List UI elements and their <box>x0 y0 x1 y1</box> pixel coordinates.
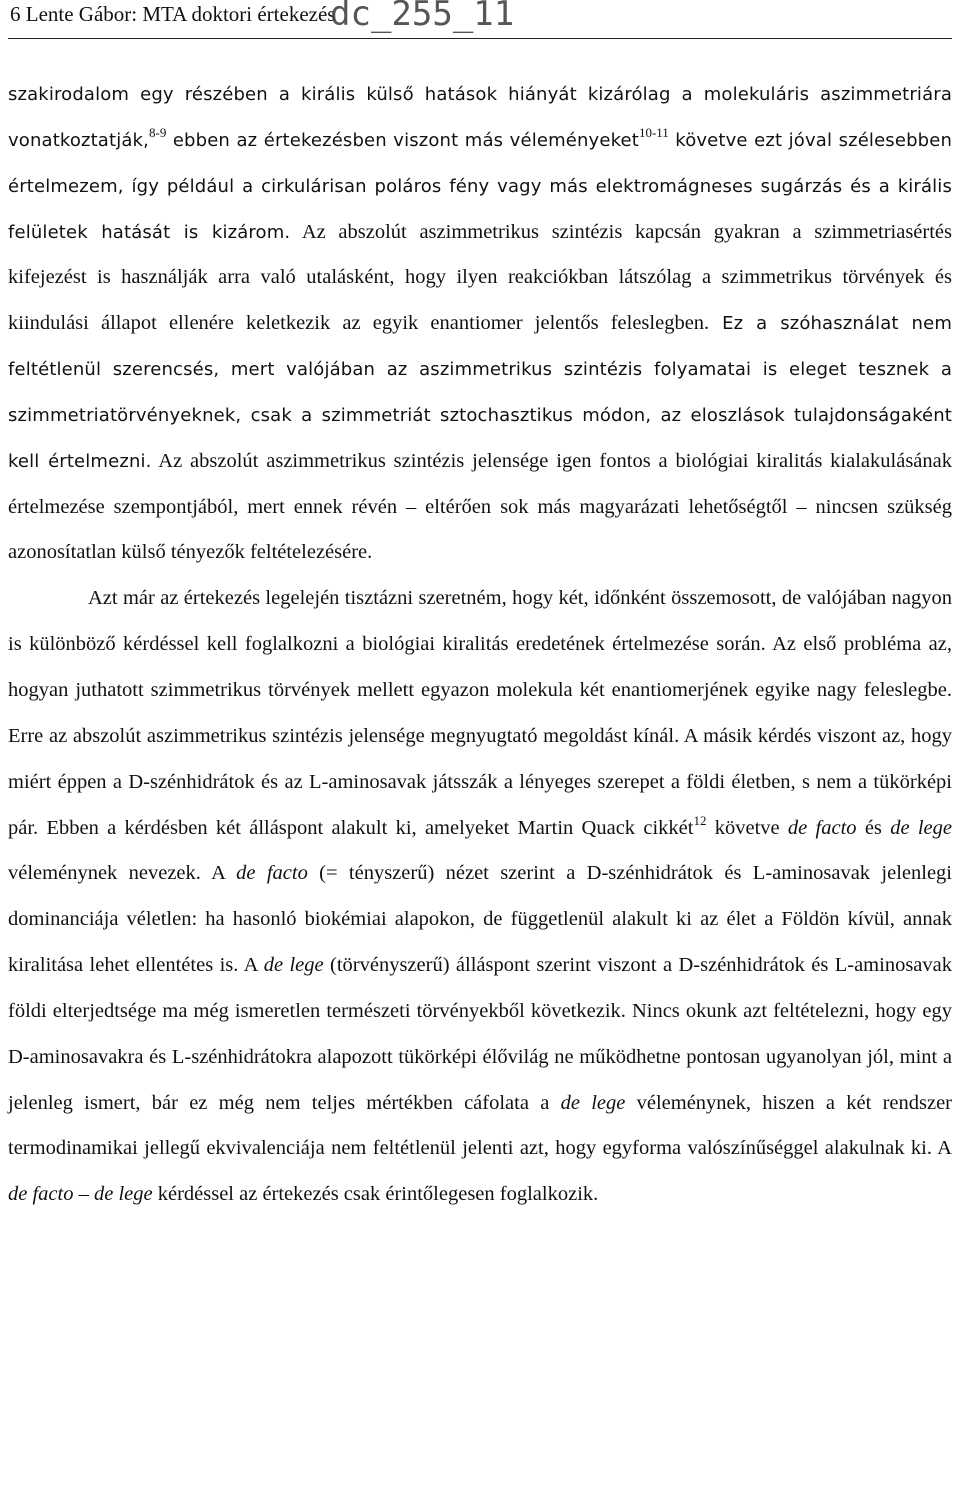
italic-term: de lege <box>93 1183 153 1206</box>
text-run: kérdéssel az értekezés csak érintőlegesen foglalkozik. <box>152 1183 599 1206</box>
italic-term: de lege <box>560 1091 626 1114</box>
text-run: Azt már az értekezés legelején tisztázni szeretném, hogy két, időnként összemosott, de valójában nagyon is különböző kérdéssel kell foglalkozni a biológiai kiralitás eredetének értelmezése során. Az első probléma az, hogyan juthatott szimmetrikus törvények mellett egyazon molekula két enantiomerjének egyike nagy feleslegbe. Erre az abszolút aszimmetrikus szintézis jelensége megnyugtató megoldást kínál. A másik kérdés viszont az, hogy miért éppen a D-szénhidrátok és az L-aminosavak játsszák a lényeges szerepet a földi életben, s nem a tükörképi pár. Ebben a kérdésben két álláspont alakult ki, amelyeket Martin Quack cikkét <box>8 587 952 839</box>
reference-superscript: 10-11 <box>638 124 669 140</box>
text-run: – <box>73 1183 94 1206</box>
sentence: szakirodalom egy részében a királis külső hatások hiányát kizárólag a molekuláris aszimmetriára vonatkoztatják, <box>8 84 952 151</box>
sentence: Ez a szóhasználat nem feltétlenül szerencsés, mert valójában az aszimmetrikus szintézis folyamatai is eleget tesznek a szimmetriatörvényeknek, csak a szimmetriát sztochasztikus módon, az eloszlások tulajdonságaként kell értelmezni. <box>8 313 953 472</box>
sentence: Az abszolút aszimmetrikus szintézis jelensége igen fontos a biológiai kiralitás kialakulásának értelmezése szempontjából, mert ennek révén – eltérően sok más magyarázati lehetőségtől – nincsen szükség azonosítatlan külső tényezők feltételezésére. <box>8 449 952 564</box>
document-id-watermark: dc_255_11 <box>330 0 515 34</box>
sentence: ebben az értekezésben viszont más véleményeket <box>166 129 639 151</box>
italic-term: de facto <box>787 816 857 839</box>
sentence: követve ezt jóval szélesebben értelmezem, így például a cirkulárisan poláros fény vagy más elektromágneses sugárzás és a királis felületek hatását is kizárom. <box>8 129 952 243</box>
text-run: véleménynek, hiszen a két rendszer termodinamikai jellegű ekvivalenciája nem feltétlenül jelenti azt, hogy egyforma valószínűséggel alakulnak ki. A <box>8 1091 953 1160</box>
paragraph-2 <box>8 576 952 1218</box>
running-head: 6 Lente Gábor: MTA doktori értekezés <box>10 2 336 26</box>
text-run: és <box>856 816 891 839</box>
italic-term: de facto <box>236 862 308 885</box>
body-text <box>8 72 952 1218</box>
sentence: Az abszolút aszimmetrikus szintézis kapcsán gyakran a szimmetriasértés kifejezést is használják arra való utalásként, hogy ilyen reakciókban látszólag a szimmetrikus törvények és kiindulási állapot ellenére keletkezik az egyik enantiomer jelentős feleslegben. <box>8 220 953 335</box>
paragraph-1 <box>8 72 952 576</box>
text-run: követve <box>706 816 788 839</box>
reference-superscript: 12 <box>693 812 707 828</box>
italic-term: de facto <box>8 1183 74 1206</box>
italic-term: de lege <box>263 954 324 977</box>
text-run: (törvényszerű) álláspont szerint viszont a D-szénhidrátok és L-aminosavak földi elterjedtsége ma még ismeretlen természeti törvényekből következik. Nincs okunk azt feltételezni, hogy egy D-aminosavakra és L-szénhidrátokra alapozott tükörképi élővilág ne működhetne pontosan ugyanolyan jól, mint a jelenleg ismert, bár ez még nem teljes mértékben cáfolata a <box>8 954 953 1114</box>
text-run: (= tényszerű) nézet szerint a D-szénhidrátok és L-aminosavak jelenlegi dominanciája véletlen: ha hasonló biokémiai alapokon, de függetlenül alakult ki az élet a Földön kívül, annak kiralitása lehet ellentétes is. A <box>8 862 952 977</box>
reference-superscript: 8-9 <box>148 124 167 140</box>
italic-term: de lege <box>890 816 952 839</box>
text-run: véleménynek nevezek. A <box>8 862 237 885</box>
page-header <box>8 0 952 39</box>
